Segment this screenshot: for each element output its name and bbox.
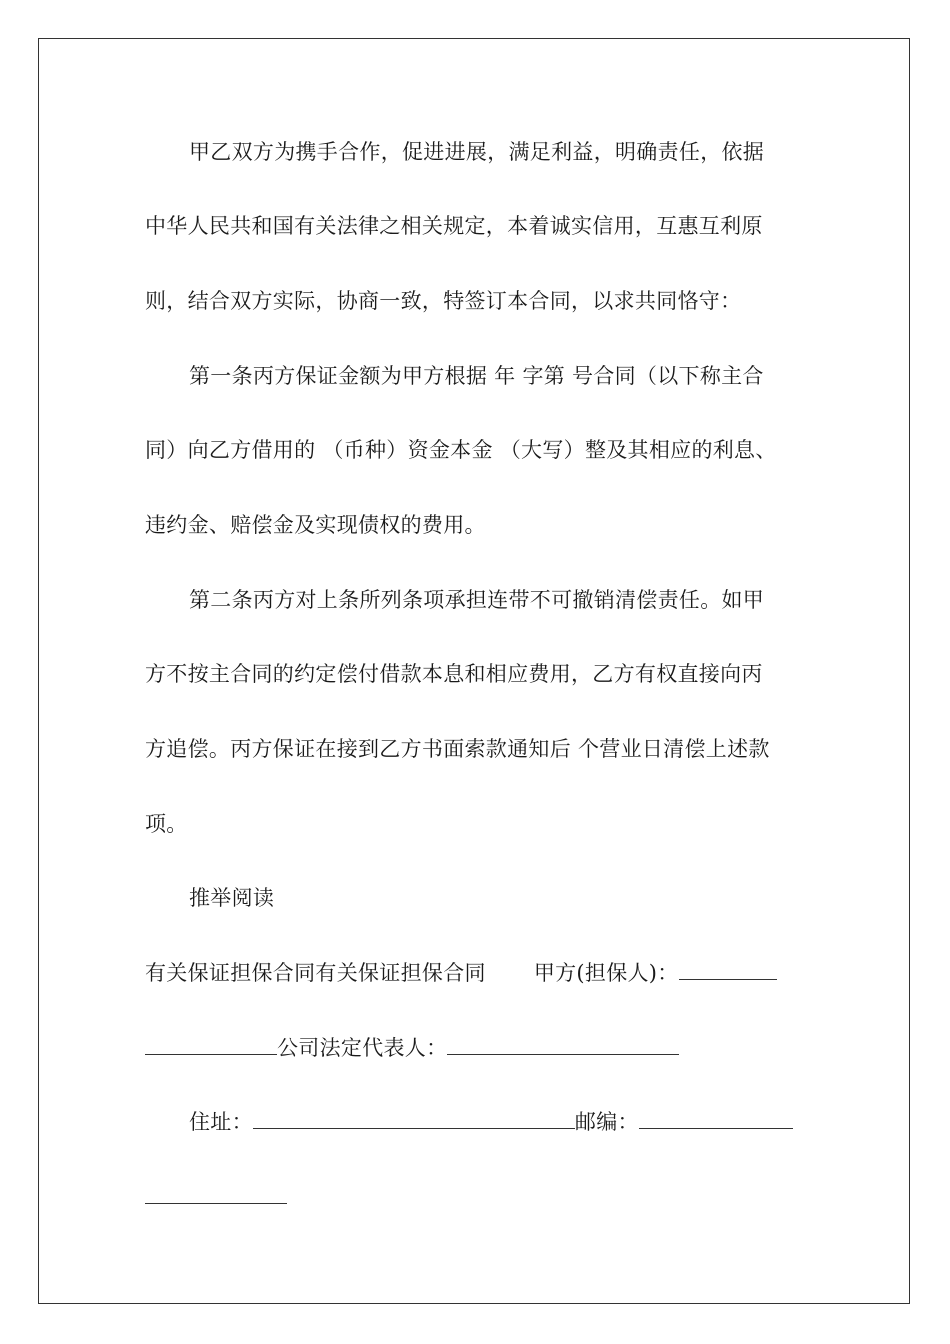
continuation-blank	[145, 1183, 287, 1204]
recommend-heading: 推举阅读	[189, 886, 275, 910]
article-2-line-2: 方不按主合同的约定偿付借款本息和相应费用，乙方有权直接向丙	[145, 662, 763, 686]
postcode-blank	[639, 1108, 793, 1129]
address-label: 住址：	[189, 1110, 253, 1134]
recommend-row-1	[145, 958, 777, 988]
party-a-blank	[679, 959, 777, 980]
paragraph-1-line-2: 中华人民共和国有关法律之相关规定，本着诚实信用，互惠互利原	[145, 214, 763, 238]
recommend-row-3	[189, 1107, 793, 1137]
article-2-line-4: 项。	[145, 812, 188, 836]
address-blank	[253, 1108, 575, 1129]
paragraph-1-line-1: 甲乙双方为携手合作，促进进展，满足利益，明确责任，依据	[189, 140, 765, 164]
paragraph-1-line-3: 则，结合双方实际，协商一致，特签订本合同，以求共同恪守：	[145, 289, 742, 313]
recommend-link-title[interactable]: 有关保证担保合同有关保证担保合同	[145, 961, 486, 985]
article-2-line-1: 第二条丙方对上条所列条项承担连带不可撤销清偿责任。如甲	[189, 588, 765, 612]
postcode-label: 邮编：	[574, 1110, 639, 1134]
recommend-row-4	[145, 1182, 287, 1212]
article-1-line-3: 违约金、赔偿金及实现债权的费用。	[145, 513, 486, 537]
party-a-label: 甲方(担保人)：	[533, 961, 679, 985]
recommend-row-2	[145, 1033, 679, 1063]
article-1-line-1: 第一条丙方保证金额为甲方根据 年 字第 号合同（以下称主合	[189, 364, 764, 388]
legal-rep-label: 公司法定代表人：	[277, 1036, 448, 1060]
article-2-line-3: 方追偿。丙方保证在接到乙方书面索款通知后 个营业日清偿上述款	[145, 737, 770, 761]
article-1-line-2: 同）向乙方借用的 （币种）资金本金 （大写）整及其相应的利息、	[145, 438, 777, 462]
legal-rep-blank	[447, 1034, 679, 1055]
company-name-blank	[145, 1034, 277, 1055]
